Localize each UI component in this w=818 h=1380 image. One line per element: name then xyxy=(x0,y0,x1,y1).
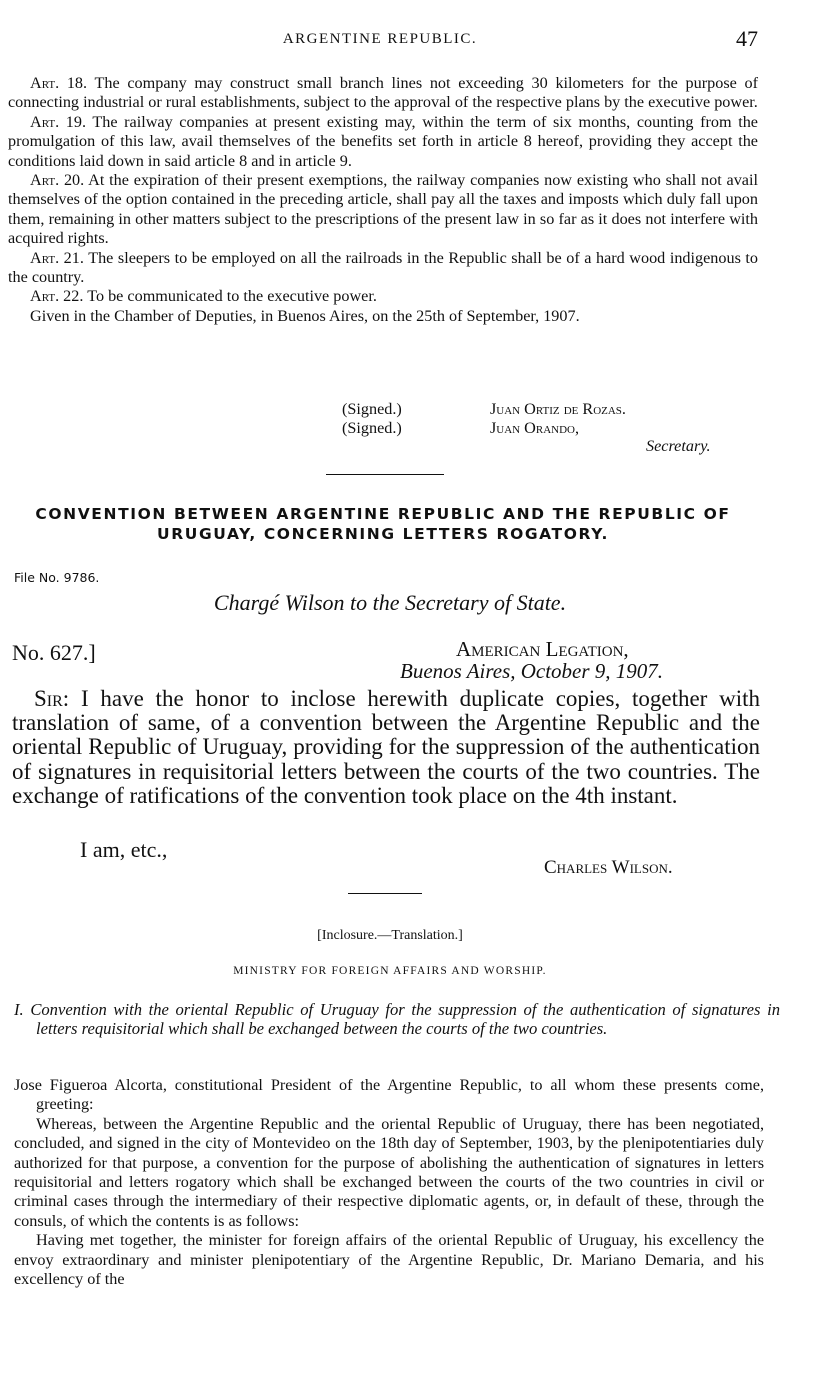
article-20: Art. 20. At the expiration of their present exemptions, the railway companies now existing who shall not avail themselves of the option contained in the preceding article, shall pay all the taxes and imposts which duly fall upon them, remaining in other matters subject to the prescriptions of the present law in so far as it does not interfere with acquired rights. xyxy=(8,171,758,248)
article-19: Art. 19. The railway companies at present existing may, within the term of six months, counting from the promulgation of this law, avail themselves of the benefits set forth in article 8 hereof, providing they accept the conditions laid down in said article 8 and in article 9. xyxy=(8,112,758,170)
file-number: File No. 9786. xyxy=(14,570,100,585)
letter-closing: I am, etc., xyxy=(80,837,168,862)
signature-line: (Signed.) Juan Orando, xyxy=(342,419,580,438)
convention-heading xyxy=(14,1000,780,1038)
letter-signature: Charles Wilson. xyxy=(544,857,673,878)
body-paragraph: Whereas, between the Argentine Republic and the oriental Republic of Uruguay, there has been negotiated, concluded, and signed in the city of Montevideo on the 18th day of September, 1903, by the plenipotentiaries duly authorized for that purpose, a convention for the purpose of abolishing the authentication of signatures in letters requisitorial and letters rogatory which shall be exchanged between the courts of the two countries in civil or criminal cases through the intermediary of their respective diplomatic agents, or, in default of these, through the consuls, of which the contents is as follows: xyxy=(14,1114,764,1230)
inclosure-label: [Inclosure.—Translation.] xyxy=(317,928,463,943)
body-paragraph: Jose Figueroa Alcorta, constitutional President of the Argentine Republic, to all whom these presents come, greeting: xyxy=(14,1076,764,1114)
section-divider xyxy=(326,474,444,475)
place-date: Buenos Aires, October 9, 1907. xyxy=(400,659,664,683)
running-title: ARGENTINE REPUBLIC. xyxy=(282,31,478,47)
body-paragraph: Having met together, the minister for foreign affairs of the oriental Republic of Uruguay, his excellency the envoy extraordinary and minister plenipotentiary of the Argentine Republic, Dr. Mariano Demaria, and his excellency of the xyxy=(14,1231,764,1289)
signature-block xyxy=(342,400,626,439)
page-number: 47 xyxy=(736,26,758,51)
given-in-paragraph: Given in the Chamber of Deputies, in Buenos Aires, on the 25th of September, 1907. xyxy=(30,306,580,325)
convention-heading-text: Convention with the oriental Republic of Uruguay for the suppression of the authentication of signatures in letters requisitorial which shall be exchanged between the courts of the two countries. xyxy=(30,1000,780,1038)
secretary-title: Secretary. xyxy=(646,437,711,455)
ministry-heading: MINISTRY FOR FOREIGN AFFAIRS AND WORSHIP. xyxy=(233,965,547,977)
letter-text: I have the honor to inclose herewith duplicate copies, together with translation of same, of a convention between the Argentine Republic and the oriental Republic of Uruguay, providing for the suppression of the authentication of signatures in requisitorial letters between the courts of the two countries. The exchange of ratifications of the convention took place on the 4th instant. xyxy=(12,686,760,808)
legation-name: American Legation, xyxy=(456,637,629,661)
article-22: Art. 22. To be communicated to the executive power. xyxy=(30,287,377,306)
articles-section xyxy=(8,74,758,326)
letter-heading: Chargé Wilson to the Secretary of State. xyxy=(213,590,567,615)
despatch-number: No. 627.] xyxy=(12,640,96,665)
convention-body xyxy=(14,1076,764,1289)
letter-body xyxy=(12,687,760,808)
convention-number: I. xyxy=(14,1000,24,1019)
section-divider xyxy=(348,893,422,894)
salutation: Sir: xyxy=(34,686,70,711)
convention-title: CONVENTION BETWEEN ARGENTINE REPUBLIC AND THE REPUBLIC OF URUGUAY, CONCERNING LETTERS ROGATORY. xyxy=(35,505,731,543)
article-21: Art. 21. The sleepers to be employed on all the railroads in the Republic shall be of a hard wood indigenous to the country. xyxy=(8,248,758,287)
signature-line: (Signed.) Juan Ortiz de Rozas. xyxy=(342,400,626,418)
article-18: Art. 18. The company may construct small branch lines not exceeding 30 kilometers for the purpose of connecting industrial or rural establishments, subject to the approval of the respective plans by the executive power. xyxy=(8,74,758,112)
running-head xyxy=(0,26,818,56)
